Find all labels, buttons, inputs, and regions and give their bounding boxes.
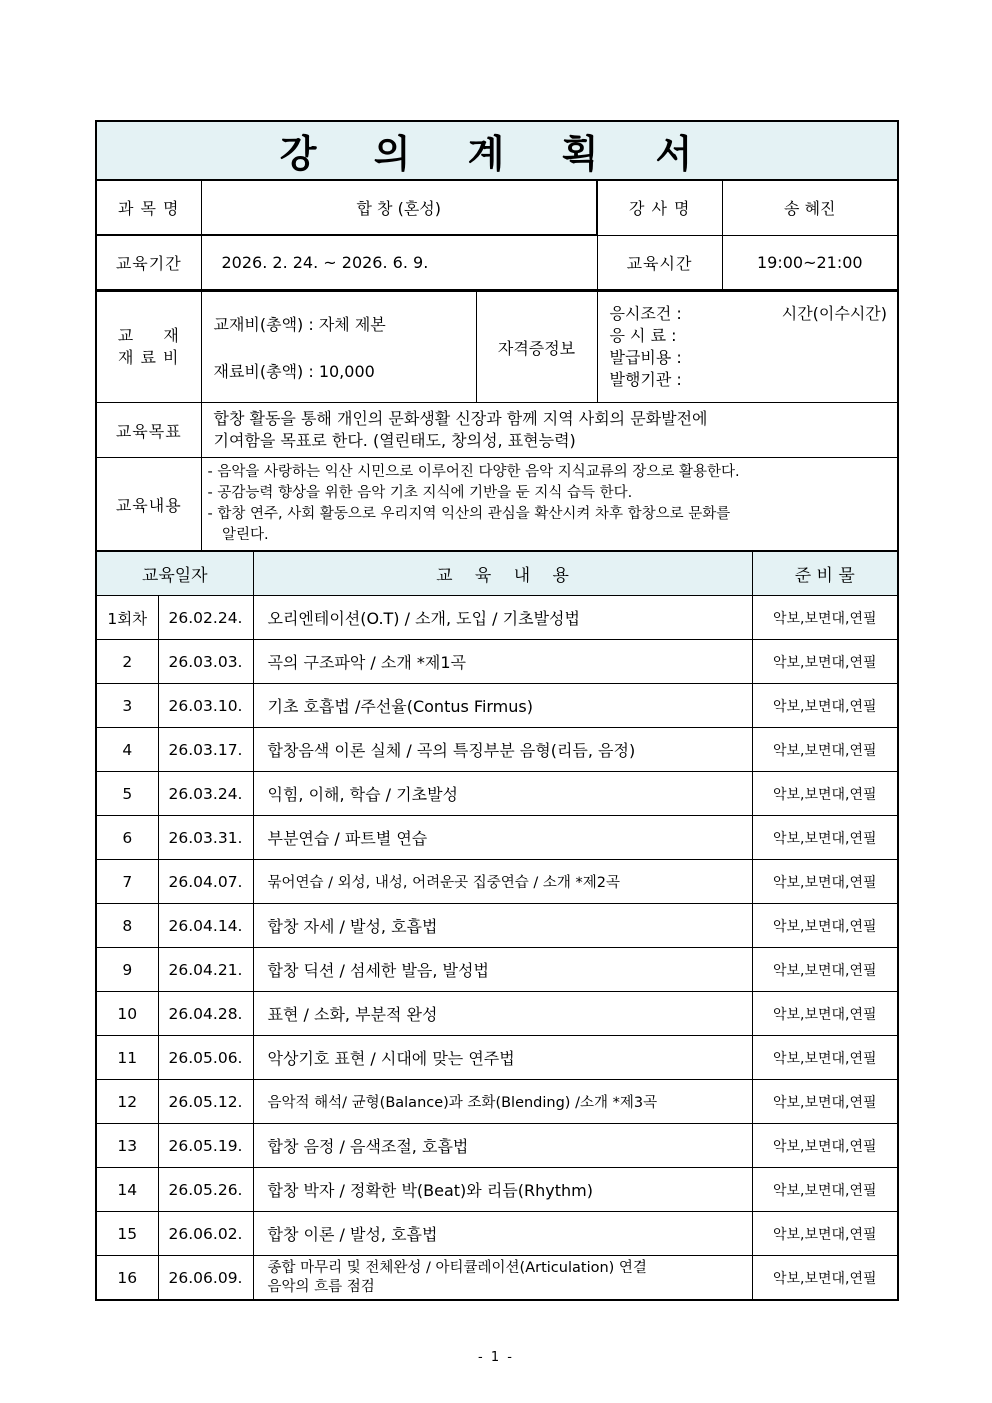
cert-issue-cost: 발급비용 :	[609, 348, 682, 367]
page-title: 강 의 계 획 서	[96, 121, 898, 180]
schedule-row: 1회차 26.02.24. 오리엔테이션(O.T) / 소개, 도입 / 기초발성법 악보,보면대,연필	[96, 596, 898, 640]
header-materials: 준 비 물	[752, 552, 898, 596]
materials-costs	[201, 292, 476, 403]
schedule-row: 10 26.04.28. 표현 / 소화, 부분적 완성 악보,보면대,연필	[96, 992, 898, 1036]
cert-conditions-label: 응시조건 :	[609, 304, 682, 323]
subject-label: 과 목 명	[96, 180, 201, 235]
schedule-row: 9 26.04.21. 합창 딕션 / 섬세한 발음, 발성법 악보,보면대,연필	[96, 948, 898, 992]
period-value: 2026. 2. 24. ~ 2026. 6. 9.	[201, 235, 597, 290]
instructor-value: 송 혜진	[722, 180, 898, 235]
schedule-row: 15 26.06.02. 합창 이론 / 발성, 호흡법 악보,보면대,연필	[96, 1212, 898, 1256]
content-list	[201, 458, 898, 551]
header-date: 교육일자	[96, 552, 253, 596]
cert-exam-fee: 응 시 료 :	[609, 326, 677, 345]
schedule-row: 6 26.03.31. 부분연습 / 파트별 연습 악보,보면대,연필	[96, 816, 898, 860]
content-item: - 공감능력 향상을 위한 음악 기초 지식에 기반을 둔 지식 습득 한다.	[207, 485, 633, 501]
materials-table	[95, 291, 899, 551]
materials-label: 교 재 재 료 비	[96, 292, 201, 403]
goal-label: 교육목표	[96, 403, 201, 458]
schedule-row: 8 26.04.14. 합창 자세 / 발성, 호흡법 악보,보면대,연필	[96, 904, 898, 948]
cert-issuer: 발행기관 :	[609, 370, 682, 389]
schedule-row: 12 26.05.12. 음악적 해석/ 균형(Balance)과 조화(Blending) /소개 *제3곡 악보,보면대,연필	[96, 1080, 898, 1124]
cert-info	[597, 292, 898, 403]
schedule-row: 13 26.05.19. 합창 음정 / 음색조절, 호흡법 악보,보면대,연필	[96, 1124, 898, 1168]
schedule-row: 7 26.04.07. 묶어연습 / 외성, 내성, 어려운곳 집중연습 / 소개 *제2곡 악보,보면대,연필	[96, 860, 898, 904]
goal-text: 합창 활동을 통해 개인의 문화생활 신장과 함께 지역 사회의 문화발전에 기여함을 목표로 한다. (열린태도, 창의성, 표현능력)	[201, 403, 898, 458]
time-label: 교육시간	[597, 235, 722, 290]
schedule-row: 11 26.05.06. 악상기호 표현 / 시대에 맞는 연주법 악보,보면대,연필	[96, 1036, 898, 1080]
material-fee: 재료비(총액) : 10,000	[213, 362, 375, 381]
content-label: 교육내용	[96, 458, 201, 551]
content-item: - 합창 연주, 사회 활동으로 우리지역 익산의 관심을 확산시켜 차후 합창으로 문화를	[207, 506, 731, 522]
time-value: 19:00~21:00	[722, 235, 898, 290]
lecture-plan-table	[95, 120, 899, 291]
page-number: - 1 -	[478, 1350, 514, 1365]
period-label: 교육기간	[96, 235, 201, 290]
lecture-plan-document	[95, 120, 897, 1301]
cert-conditions-value: 시간(이수시간)	[781, 304, 887, 323]
schedule-row: 2 26.03.03. 곡의 구조파악 / 소개 *제1곡 악보,보면대,연필	[96, 640, 898, 684]
content-item: 알린다.	[207, 527, 269, 543]
schedule-table	[95, 551, 899, 1301]
schedule-row: 16 26.06.09. 종합 마무리 및 전체완성 / 아티큘레이션(Articulation) 연결 음악의 흐름 점검 악보,보면대,연필	[96, 1256, 898, 1301]
instructor-label: 강 사 명	[597, 180, 722, 235]
cert-label: 자격증정보	[476, 292, 597, 403]
header-content: 교 육 내 용	[253, 552, 752, 596]
subject-value: 합 창 (혼성)	[201, 180, 597, 235]
schedule-row: 3 26.03.10. 기초 호흡법 /주선율(Contus Firmus) 악보,보면대,연필	[96, 684, 898, 728]
schedule-row: 14 26.05.26. 합창 박자 / 정확한 박(Beat)와 리듬(Rhythm) 악보,보면대,연필	[96, 1168, 898, 1212]
schedule-row: 4 26.03.17. 합창음색 이론 실체 / 곡의 특징부분 음형(리듬, 음정) 악보,보면대,연필	[96, 728, 898, 772]
textbook-cost: 교재비(총액) : 자체 제본	[213, 315, 386, 334]
schedule-row: 5 26.03.24. 익힘, 이해, 학습 / 기초발성 악보,보면대,연필	[96, 772, 898, 816]
content-item: - 음악을 사랑하는 익산 시민으로 이루어진 다양한 음악 지식교류의 장으로 활용한다.	[207, 464, 740, 480]
